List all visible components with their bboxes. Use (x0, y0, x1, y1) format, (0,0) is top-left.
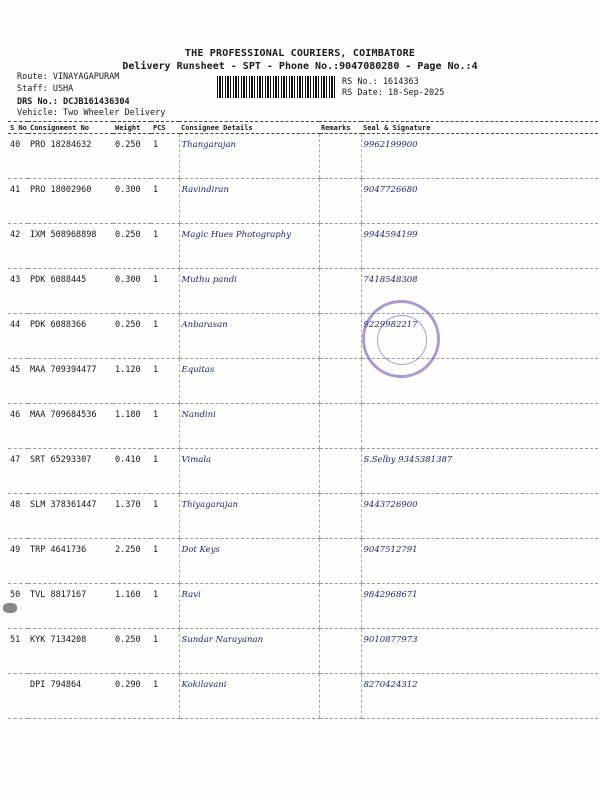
row-pcs: 1 (151, 224, 179, 269)
row-weight: 1.180 (113, 404, 151, 449)
row-sno: 40 (8, 134, 28, 179)
row-sno: 42 (8, 224, 28, 269)
row-signature: 9047512791 (361, 539, 598, 584)
row-consignee: Muthu pandi (179, 269, 319, 314)
vehicle-label: Vehicle: Two Wheeler Delivery (17, 108, 166, 118)
row-weight: 0.250 (113, 134, 151, 179)
row-signature: 9944594199 (361, 224, 598, 269)
col-pcs: PCS (151, 122, 179, 134)
row-consignee: Thangarajan (179, 134, 319, 179)
table-row (8, 404, 598, 449)
route-label: Route: VINAYAGAPURAM (17, 72, 120, 82)
row-weight: 0.300 (113, 179, 151, 224)
row-pcs: 1 (151, 539, 179, 584)
row-sno: 44 (8, 314, 28, 359)
col-remarks: Remarks (319, 122, 361, 134)
row-weight: 0.250 (113, 314, 151, 359)
row-remarks (319, 449, 361, 494)
ink-smudge (3, 603, 17, 613)
row-consignment: SRT 65293307 (28, 449, 113, 494)
row-remarks (319, 359, 361, 404)
bank-stamp (362, 300, 440, 378)
row-pcs: 1 (151, 404, 179, 449)
row-consignee: Dot Keys (179, 539, 319, 584)
row-remarks (319, 584, 361, 629)
row-pcs: 1 (151, 584, 179, 629)
drs-number: DRS No.: DCJB161436304 (17, 97, 130, 107)
row-weight: 1.160 (113, 584, 151, 629)
row-remarks (319, 224, 361, 269)
row-signature: 9229982217 (361, 314, 598, 359)
row-signature: 9443726900 (361, 494, 598, 539)
table-row (8, 539, 598, 584)
row-weight: 0.290 (113, 674, 151, 719)
row-remarks (319, 314, 361, 359)
row-signature (361, 404, 598, 449)
row-signature: 9842968671 (361, 584, 598, 629)
table-row (8, 584, 598, 629)
row-consignee: Kokilavani (179, 674, 319, 719)
row-signature: 9010877973 (361, 629, 598, 674)
row-consignee: Anbarasan (179, 314, 319, 359)
row-signature: 9962199900 (361, 134, 598, 179)
row-pcs: 1 (151, 494, 179, 539)
row-pcs: 1 (151, 359, 179, 404)
row-consignment: PRO 18002960 (28, 179, 113, 224)
row-pcs: 1 (151, 269, 179, 314)
row-sno (8, 674, 28, 719)
row-consignment: MAA 709684536 (28, 404, 113, 449)
row-consignment: DPI 794864 (28, 674, 113, 719)
row-remarks (319, 494, 361, 539)
table-row (8, 134, 598, 179)
row-remarks (319, 539, 361, 584)
table-row (8, 269, 598, 314)
row-pcs: 1 (151, 674, 179, 719)
row-signature: 9047726680 (361, 179, 598, 224)
row-signature: 7418548308 (361, 269, 598, 314)
row-pcs: 1 (151, 449, 179, 494)
table-row (8, 494, 598, 539)
row-weight: 0.250 (113, 224, 151, 269)
row-consignment: SLM 378361447 (28, 494, 113, 539)
row-consignment: TVL 8817167 (28, 584, 113, 629)
row-weight: 0.250 (113, 629, 151, 674)
sheet-subtitle: Delivery Runsheet - SPT - Phone No.:9047080280 - Page No.:4 (122, 61, 478, 72)
col-consignee: Consignee Details (179, 122, 319, 134)
row-remarks (319, 674, 361, 719)
col-seal: Seal & Signature (361, 122, 598, 134)
row-weight: 1.370 (113, 494, 151, 539)
row-pcs: 1 (151, 314, 179, 359)
row-consignment: PDK 6088366 (28, 314, 113, 359)
row-consignment: PRO 18284632 (28, 134, 113, 179)
row-consignment: MAA 709394477 (28, 359, 113, 404)
table-row (8, 629, 598, 674)
row-consignee: Nandini (179, 404, 319, 449)
table-row (8, 179, 598, 224)
row-sno: 49 (8, 539, 28, 584)
rs-number: RS No.: 1614363 (342, 77, 419, 87)
row-sno: 46 (8, 404, 28, 449)
row-sno: 50 (8, 584, 28, 629)
row-sno: 48 (8, 494, 28, 539)
row-remarks (319, 269, 361, 314)
row-remarks (319, 404, 361, 449)
staff-label: Staff: USHA (17, 84, 74, 94)
row-sno: 41 (8, 179, 28, 224)
row-signature: 8270424312 (361, 674, 598, 719)
row-sno: 43 (8, 269, 28, 314)
table-row (8, 224, 598, 269)
row-consignee: Ravi (179, 584, 319, 629)
row-consignee: Magic Hues Photography (179, 224, 319, 269)
row-weight: 0.300 (113, 269, 151, 314)
row-remarks (319, 134, 361, 179)
row-weight: 1.120 (113, 359, 151, 404)
col-weight: Weight (113, 122, 151, 134)
row-consignee: Sundar Narayanan (179, 629, 319, 674)
rs-date: RS Date: 18-Sep-2025 (342, 88, 445, 98)
col-sno: S No (10, 123, 27, 132)
table-row (8, 314, 598, 359)
row-consignment: IXM 508968898 (28, 224, 113, 269)
row-consignee: Vimala (179, 449, 319, 494)
row-sno: 45 (8, 359, 28, 404)
row-pcs: 1 (151, 179, 179, 224)
row-consignment: KYK 7134208 (28, 629, 113, 674)
row-consignee: Thiyagarajan (179, 494, 319, 539)
row-weight: 2.250 (113, 539, 151, 584)
sheet-title: THE PROFESSIONAL COURIERS, COIMBATORE (184, 48, 416, 59)
barcode-image (217, 76, 337, 98)
row-pcs: 1 (151, 134, 179, 179)
row-remarks (319, 179, 361, 224)
row-sno: 47 (8, 449, 28, 494)
table-row (8, 674, 598, 719)
row-consignee: Equitas (179, 359, 319, 404)
row-remarks (319, 629, 361, 674)
row-consignee: Ravindiran (179, 179, 319, 224)
table-row (8, 449, 598, 494)
row-sno: 51 (8, 629, 28, 674)
col-consignment: Consignment No (28, 122, 113, 134)
table-row (8, 359, 598, 404)
table-header-row (8, 122, 598, 134)
row-signature: S.Selby 9345381387 (361, 449, 598, 494)
row-pcs: 1 (151, 629, 179, 674)
row-weight: 0.410 (113, 449, 151, 494)
runsheet-table (8, 121, 598, 719)
row-consignment: TRP 4641736 (28, 539, 113, 584)
row-consignment: PDK 6088445 (28, 269, 113, 314)
